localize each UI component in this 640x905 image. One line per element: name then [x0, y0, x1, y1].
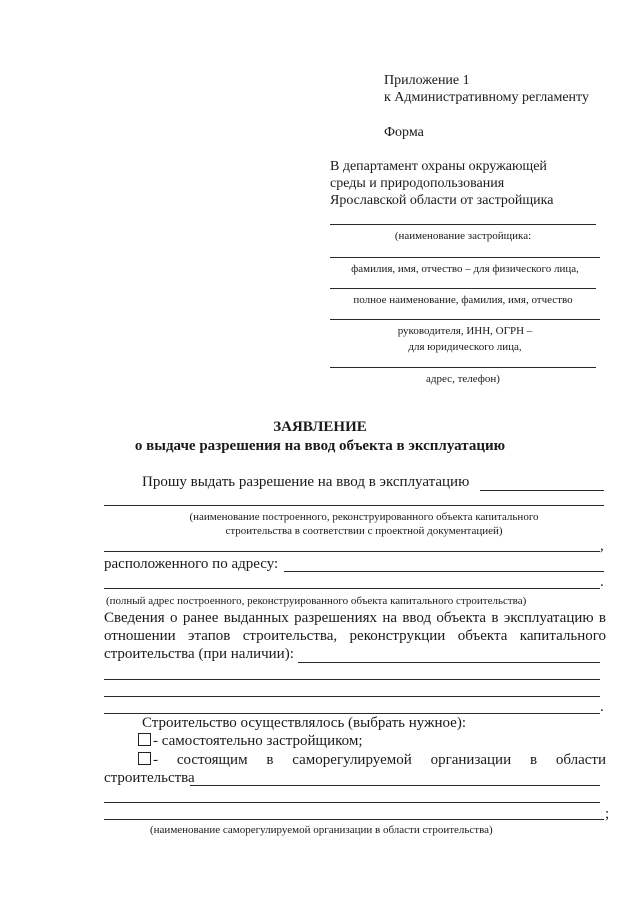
- address-period: .: [600, 574, 604, 590]
- document-subtitle: о выдаче разрешения на ввод объекта в эксплуатацию: [134, 438, 506, 454]
- applicant-hint-3: полное наименование, фамилия, имя, отчество: [353, 294, 573, 306]
- prev-permits-field-3[interactable]: [104, 696, 600, 697]
- appendix-label: Приложение 1: [384, 73, 470, 88]
- construction-label: Строительство осуществлялось (выбрать нужное):: [142, 715, 466, 731]
- prev-permits-line-2: отношении этапов строительства, реконструкции объекта капитального: [104, 628, 606, 644]
- applicant-line-5[interactable]: [330, 367, 596, 368]
- option-sro-cont: строительства: [104, 770, 195, 786]
- address-field-2[interactable]: [104, 588, 600, 589]
- sro-name-field-2[interactable]: [104, 802, 600, 803]
- object-name-field[interactable]: [480, 490, 604, 491]
- prev-permits-field-2[interactable]: [104, 679, 600, 680]
- address-hint: (полный адрес построенного, реконструированного объекта капитального строительства): [106, 595, 527, 607]
- form-label: Форма: [384, 125, 424, 140]
- prev-permits-field[interactable]: [298, 662, 600, 663]
- option-sro-label: - состоящим в саморегулируемой организации в области: [153, 752, 606, 768]
- sro-name-field-3[interactable]: [104, 819, 604, 820]
- object-name-field-2[interactable]: [104, 505, 604, 506]
- object-name-field-3[interactable]: [104, 551, 600, 552]
- comma: ,: [600, 538, 604, 554]
- sro-semicolon: ;: [605, 806, 610, 822]
- applicant-hint-1: (наименование застройщика:: [394, 230, 532, 242]
- address-label: расположенного по адресу:: [104, 556, 279, 572]
- recipient-line-3: Ярославской области от застройщика: [330, 193, 554, 208]
- prev-permits-line-1: Сведения о ранее выданных разрешениях на ввод объекта в эксплуатацию в: [104, 610, 606, 626]
- request-text: Прошу выдать разрешение на ввод в эксплуатацию: [142, 474, 470, 490]
- applicant-hint-5: для юридического лица,: [408, 341, 522, 353]
- sro-hint: (наименование саморегулируемой организации в области строительства): [150, 824, 493, 836]
- sro-name-field[interactable]: [190, 785, 600, 786]
- recipient-line-1: В департамент охраны окружающей: [330, 159, 547, 174]
- prev-permits-period: .: [600, 699, 604, 715]
- applicant-line-4[interactable]: [330, 319, 600, 320]
- recipient-line-2: среды и природопользования: [330, 176, 505, 191]
- object-hint-2: строительства в соответствии с проектной документацией): [225, 525, 503, 537]
- prev-permits-line-3: строительства (при наличии):: [104, 646, 294, 662]
- option-self-checkbox[interactable]: [138, 733, 151, 746]
- address-field[interactable]: [284, 571, 604, 572]
- option-sro[interactable]: [138, 751, 606, 770]
- document-title: ЗАЯВЛЕНИЕ: [273, 419, 367, 435]
- option-self-label: - самостоятельно застройщиком;: [153, 733, 363, 749]
- applicant-hint-6: адрес, телефон): [426, 373, 500, 385]
- applicant-line-3[interactable]: [330, 288, 596, 289]
- applicant-line-1[interactable]: [330, 224, 596, 225]
- object-hint-1: (наименование построенного, реконструированного объекта капитального: [189, 511, 539, 523]
- regulation-label: к Административному регламенту: [384, 90, 589, 105]
- applicant-line-2[interactable]: [330, 257, 600, 258]
- option-self[interactable]: [138, 732, 363, 751]
- applicant-hint-2: фамилия, имя, отчество – для физического лица,: [351, 263, 579, 275]
- applicant-hint-4: руководителя, ИНН, ОГРН –: [397, 325, 533, 337]
- option-sro-checkbox[interactable]: [138, 752, 151, 765]
